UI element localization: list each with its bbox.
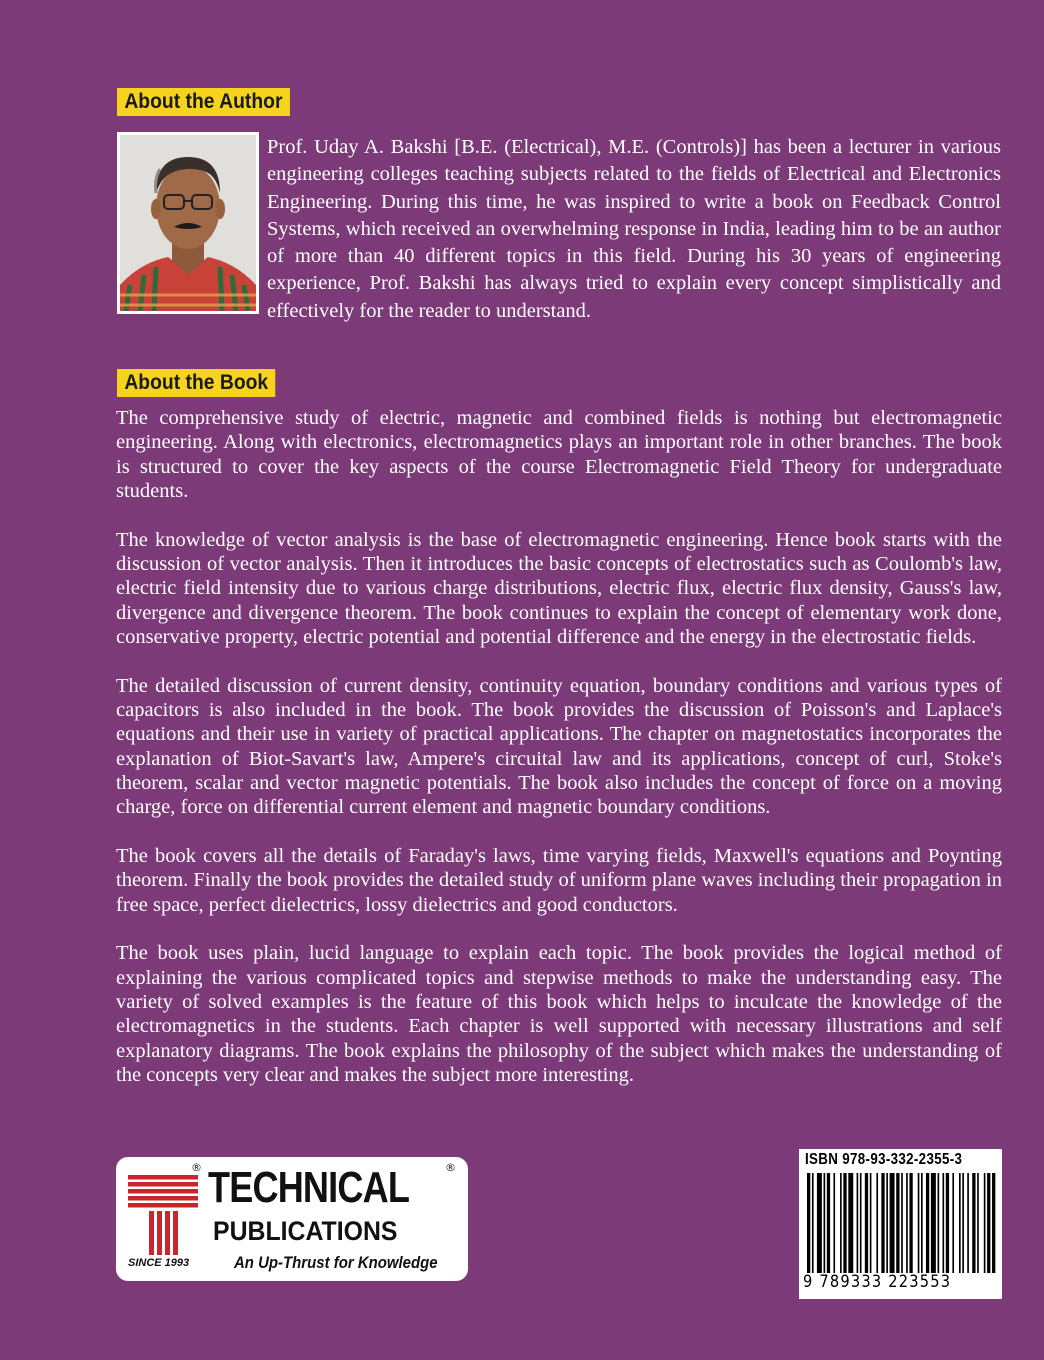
publisher-t-emblem-icon: [124, 1169, 204, 1265]
publisher-name-secondary: PUBLICATIONS: [213, 1216, 398, 1246]
publisher-name: TECHNICAL: [208, 1163, 410, 1212]
barcode-bars: [807, 1173, 997, 1273]
author-photo: [117, 132, 259, 314]
isbn-number: ISBN 978-93-332-2355-3: [805, 1151, 963, 1168]
book-paragraph: The detailed discussion of current density, continuity equation, boundary conditions and various types of capacitors is also included in the book. The book provides the discussion of Poisson's and Laplace's equations and their use in variety of practical applications. The chapter on magnetostatics incorporates the explanation of Biot-Savart's law, Ampere's circuital law and its applications, concept of curl, Stoke's theorem, scalar and vector magnetic potentials. The book also includes the concept of force on a moving charge, force on differential current element and magnetic boundary conditions.: [116, 674, 1002, 819]
book-description: [116, 406, 1002, 1112]
barcode-digits: 9 789333 223553: [803, 1272, 952, 1292]
publisher-logo: [116, 1157, 468, 1281]
author-portrait-image: [120, 135, 256, 311]
about-author-heading: About the Author: [117, 88, 290, 116]
book-paragraph: The comprehensive study of electric, magnetic and combined fields is nothing but electromagnetic engineering. Along with electronics, electromagnetics plays an important role in other branches. The book is structured to cover the key aspects of the course Electromagnetic Field Theory for undergraduate students.: [116, 407, 1002, 502]
isbn-barcode: [799, 1149, 1002, 1299]
author-bio: Prof. Uday A. Bakshi [B.E. (Electrical), M.E. (Controls)] has been a lecturer in various engineering colleges teaching subjects related to the fields of Electrical and Electronics Engineering. During this time, he was inspired to write a book on Feedback Control Systems, which received an overwhelming response in India, leading him to be an author of more than 40 different topics in this field. During his 30 years of engineering experience, Prof. Bakshi has always tried to explain every concept simplistically and effectively for the reader to understand.: [267, 136, 1001, 322]
about-book-heading: About the Book: [117, 369, 276, 397]
registered-mark: ®: [191, 1161, 202, 1174]
book-paragraph: The book uses plain, lucid language to explain each topic. The book provides the logical method of explaining the various complicated topics and stepwise methods to make the understanding easy. The variety of solved examples is the feature of this book which helps to inculcate the knowledge of the electromagnetics in the students. Each chapter is well supported with necessary illustrations and self explanatory diagrams. The book explains the philosophy of the subject which makes the understanding of the concepts very clear and makes the subject more interesting.: [116, 942, 1002, 1086]
book-paragraph: The book covers all the details of Faraday's laws, time varying fields, Maxwell's equations and Poynting theorem. Finally the book provides the detailed study of uniform plane waves including their propagation in free space, perfect dielectrics, lossy dielectrics and good conductors.: [116, 844, 1002, 916]
book-paragraph: The knowledge of vector analysis is the base of electromagnetic engineering. Hence book starts with the discussion of vector analysis. Then it introduces the basic concepts of electrostatics such as Coulomb's law, electric field intensity due to various charge distributions, electric flux, electric flux density, Gauss's law, divergence and divergence theorem. The book continues to explain the concept of elementary work done, conservative property, electric potential and potential difference and the energy in the electrostatic fields.: [116, 528, 1002, 648]
publisher-tagline: An Up-Thrust for Knowledge: [234, 1253, 438, 1272]
registered-mark: ®: [445, 1161, 456, 1174]
publisher-since: SINCE 1993: [128, 1257, 190, 1269]
